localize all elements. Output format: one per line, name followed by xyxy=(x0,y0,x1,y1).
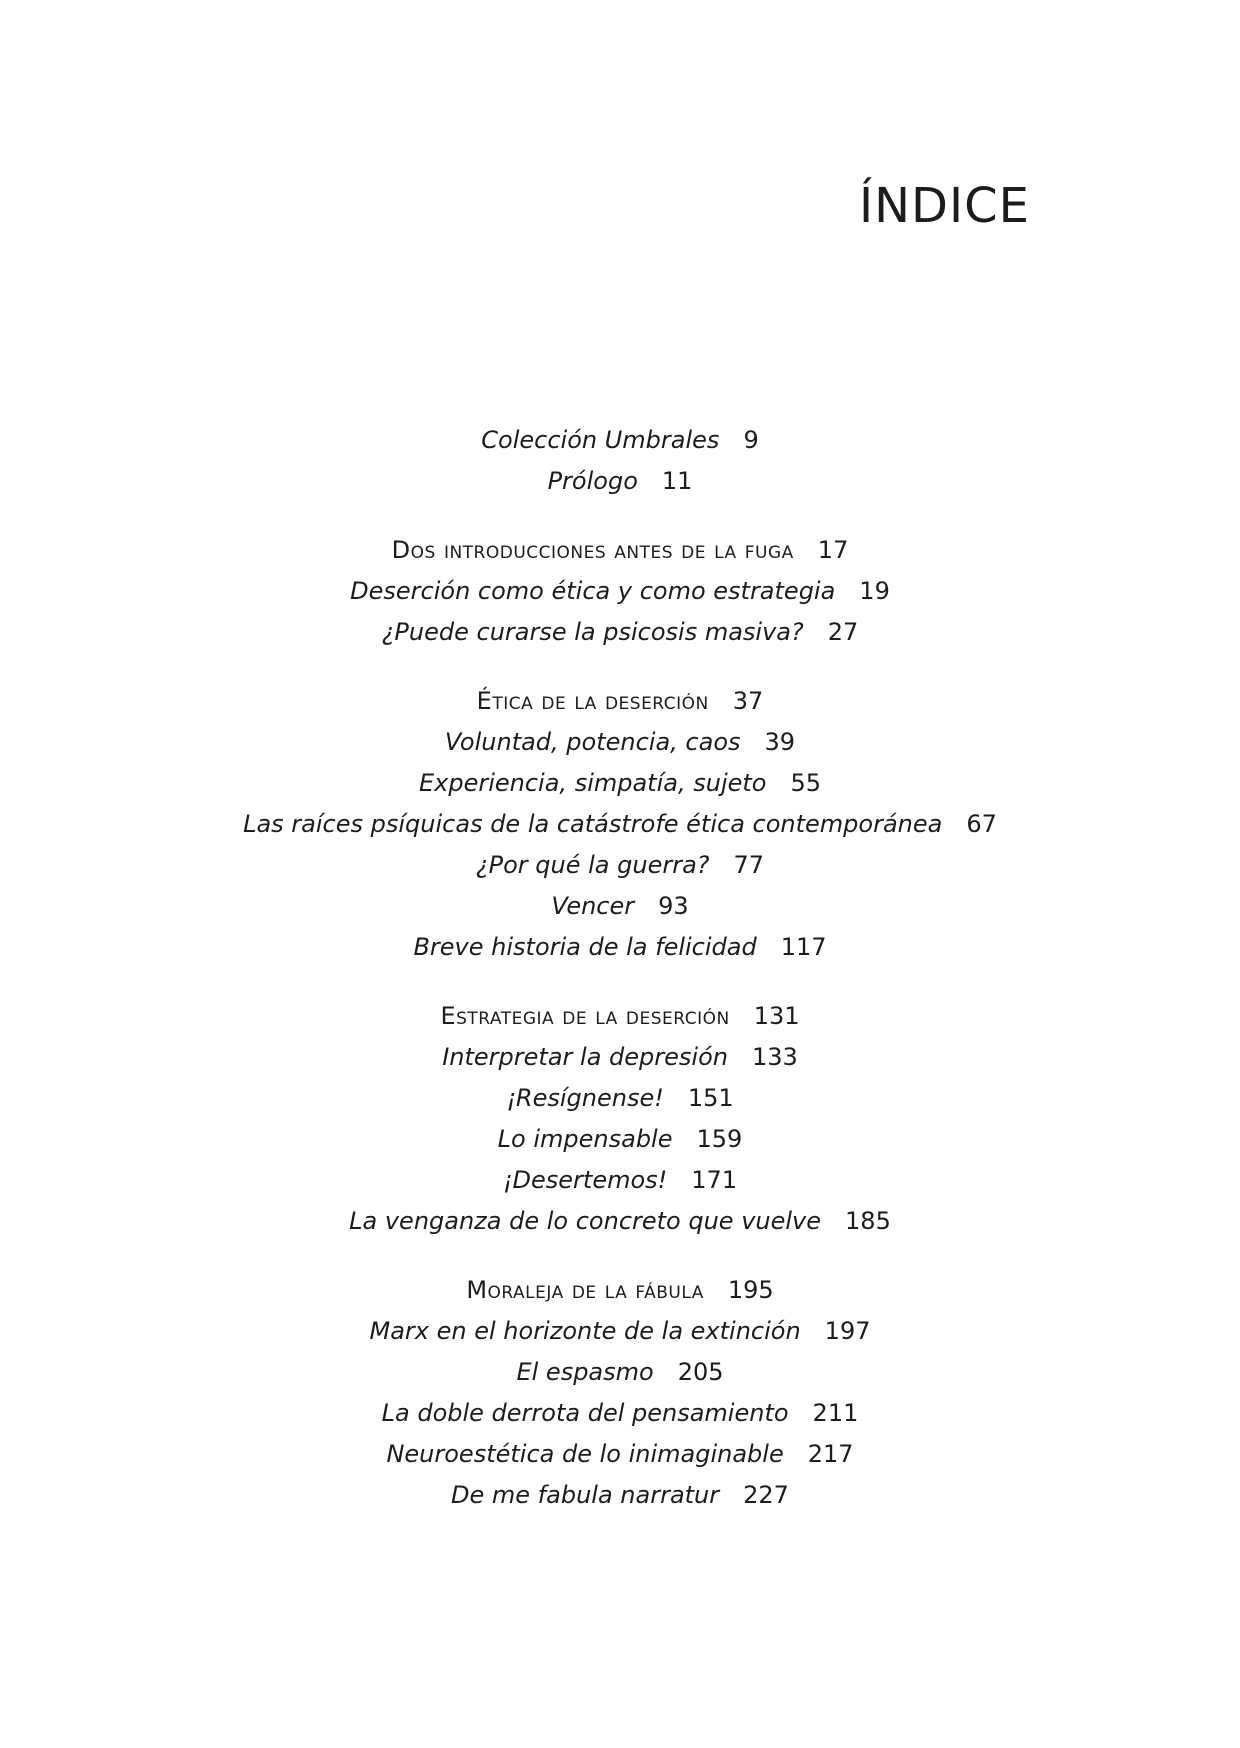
toc-entry xyxy=(0,1434,1240,1475)
toc-entry xyxy=(0,612,1240,653)
toc-entry xyxy=(0,1078,1240,1119)
toc-entry-title: Voluntad, potencia, caos xyxy=(444,728,741,756)
toc-entry xyxy=(0,571,1240,612)
toc-entry-title: Lo impensable xyxy=(497,1125,673,1153)
toc-page-number: 55 xyxy=(790,769,822,797)
toc-page-number: 93 xyxy=(658,892,689,920)
toc-entry-title: Marx en el horizonte de la extinción xyxy=(369,1317,801,1345)
toc-page-number: 117 xyxy=(780,933,827,961)
toc-entry xyxy=(0,1201,1240,1242)
toc-page-number: 195 xyxy=(727,1276,774,1304)
toc-page-number: 211 xyxy=(812,1399,859,1427)
toc-page-number: 205 xyxy=(677,1358,724,1386)
toc-entry-title: Neuroestética de lo inimaginable xyxy=(386,1440,784,1468)
toc-entry xyxy=(0,763,1240,804)
toc-entry-title: Experiencia, simpatía, sujeto xyxy=(418,769,767,797)
toc-page-number: 39 xyxy=(764,728,796,756)
toc-group xyxy=(0,996,1240,1242)
toc-entry-title: La doble derrota del pensamiento xyxy=(381,1399,789,1427)
toc-entry-title: Las raíces psíquicas de la catástrofe ética contemporánea xyxy=(243,810,943,838)
toc-page-number: 133 xyxy=(751,1043,798,1071)
toc-group xyxy=(0,1270,1240,1516)
toc-page-number: 9 xyxy=(743,426,759,454)
toc-entry-title: Vencer xyxy=(551,892,635,920)
toc-page-number: 17 xyxy=(817,536,849,564)
toc-entry xyxy=(0,1160,1240,1201)
toc-entry xyxy=(0,804,1240,845)
toc-entry xyxy=(0,886,1240,927)
toc-entry-title: Ética de la deserción xyxy=(476,687,709,715)
toc-entry-title: Estrategia de la deserción xyxy=(440,1002,730,1030)
table-of-contents xyxy=(0,420,1240,1544)
toc-group xyxy=(0,530,1240,653)
page-title: ÍNDICE xyxy=(858,178,1030,234)
toc-entry xyxy=(0,722,1240,763)
toc-entry-title: La venganza de lo concreto que vuelve xyxy=(349,1207,822,1235)
toc-entry-title: ¿Por qué la guerra? xyxy=(475,851,710,879)
toc-entry-title: ¡Desertemos! xyxy=(502,1166,668,1194)
toc-entry xyxy=(0,461,1240,502)
toc-page-number: 19 xyxy=(859,577,890,605)
toc-page-number: 77 xyxy=(733,851,765,879)
toc-section-heading xyxy=(0,530,1240,571)
toc-section-heading xyxy=(0,996,1240,1037)
toc-entry xyxy=(0,420,1240,461)
toc-page-number: 11 xyxy=(661,467,693,495)
toc-entry xyxy=(0,845,1240,886)
toc-entry xyxy=(0,1393,1240,1434)
toc-entry-title: ¡Resígnense! xyxy=(506,1084,664,1112)
toc-entry-title: Colección Umbrales xyxy=(481,426,720,454)
toc-page-number: 159 xyxy=(696,1125,743,1153)
toc-entry xyxy=(0,1119,1240,1160)
toc-page-number: 185 xyxy=(845,1207,891,1235)
toc-page-number: 217 xyxy=(807,1440,854,1468)
toc-page-number: 131 xyxy=(753,1002,800,1030)
toc-entry-title: Moraleja de la fábula xyxy=(466,1276,704,1304)
toc-entry xyxy=(0,1352,1240,1393)
toc-page-number: 67 xyxy=(966,810,997,838)
toc-page-number: 197 xyxy=(824,1317,871,1345)
toc-page-number: 151 xyxy=(687,1084,734,1112)
toc-entry-title: ¿Puede curarse la psicosis masiva? xyxy=(381,618,804,646)
toc-entry-title: De me fabula narratur xyxy=(451,1481,720,1509)
toc-entry xyxy=(0,927,1240,968)
toc-entry xyxy=(0,1037,1240,1078)
toc-entry-title: Prólogo xyxy=(547,467,638,495)
toc-entry-title: Interpretar la depresión xyxy=(442,1043,728,1071)
toc-group xyxy=(0,681,1240,968)
toc-page-number: 171 xyxy=(691,1166,738,1194)
toc-entry-title: El espasmo xyxy=(516,1358,654,1386)
toc-page-number: 227 xyxy=(743,1481,789,1509)
toc-section-heading xyxy=(0,1270,1240,1311)
toc-entry xyxy=(0,1475,1240,1516)
toc-page-number: 27 xyxy=(827,618,859,646)
toc-page-number: 37 xyxy=(732,687,764,715)
toc-group xyxy=(0,420,1240,502)
toc-entry-title: Deserción como ética y como estrategia xyxy=(350,577,836,605)
toc-entry xyxy=(0,1311,1240,1352)
toc-entry-title: Breve historia de la felicidad xyxy=(413,933,757,961)
toc-section-heading xyxy=(0,681,1240,722)
toc-entry-title: Dos introducciones antes de la fuga xyxy=(391,536,794,564)
